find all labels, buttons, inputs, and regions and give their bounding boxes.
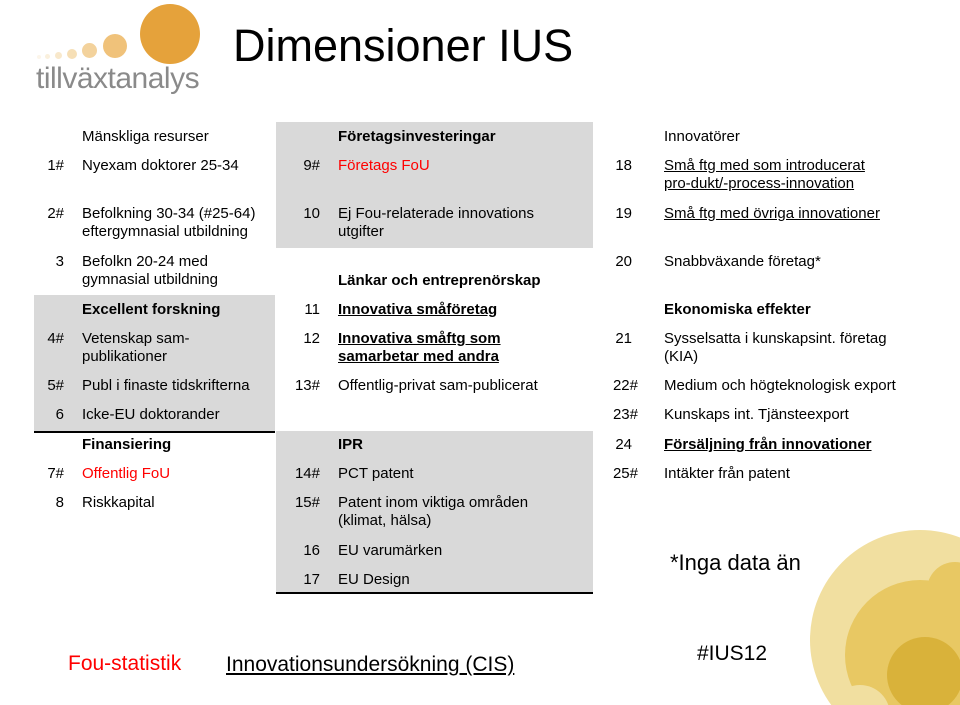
indicator-number: 22# bbox=[612, 377, 638, 394]
indicator-number: 1# bbox=[47, 157, 64, 174]
indicator-label: Försäljning från innovationer bbox=[664, 436, 872, 453]
indicator-number: 7# bbox=[47, 465, 64, 482]
indicator-number: 8 bbox=[55, 494, 64, 511]
divider-line bbox=[34, 431, 275, 433]
indicator-number: 23# bbox=[612, 406, 638, 423]
indicator-label: Företags FoU bbox=[338, 157, 430, 174]
divider-line bbox=[276, 592, 593, 594]
indicator-number: 21 bbox=[615, 330, 632, 347]
header-ipr: IPR bbox=[338, 436, 364, 453]
indicator-number: 18 bbox=[615, 157, 632, 174]
indicator-number: 9# bbox=[303, 157, 320, 174]
logo-text: tillväxtanalys bbox=[36, 62, 200, 95]
indicator-number: 14# bbox=[294, 465, 320, 482]
indicator-label: Innovativa småföretag bbox=[338, 301, 498, 318]
indicator-number: 17 bbox=[303, 571, 320, 588]
indicator-label: EU Design bbox=[338, 571, 410, 588]
decorative-circles bbox=[560, 480, 960, 705]
indicator-label: Snabbväxande företag* bbox=[664, 253, 821, 270]
footer-hashtag: #IUS12 bbox=[697, 642, 768, 665]
indicator-label: Kunskaps int. Tjänsteexport bbox=[664, 406, 849, 423]
indicator-label: Sysselsatta i kunskapsint. företag (KIA) bbox=[664, 330, 887, 365]
indicator-label: Medium och högteknologisk export bbox=[664, 377, 896, 394]
indicator-label: Små ftg med övriga innovationer bbox=[664, 205, 880, 222]
indicator-label: Ej Fou-relaterade innovations utgifter bbox=[338, 205, 534, 240]
header-ekonomiska-effekter: Ekonomiska effekter bbox=[664, 301, 811, 318]
indicator-label: Intäkter från patent bbox=[664, 465, 790, 482]
indicator-number: 13# bbox=[294, 377, 320, 394]
footer-cis: Innovationsundersökning (CIS) bbox=[226, 653, 515, 676]
indicator-label: Offentlig FoU bbox=[82, 465, 171, 482]
indicator-number: 6 bbox=[55, 406, 64, 423]
indicator-number: 19 bbox=[615, 205, 632, 222]
indicator-number: 20 bbox=[615, 253, 632, 270]
indicator-number: 16 bbox=[303, 542, 320, 559]
indicator-number: 10 bbox=[303, 205, 320, 222]
indicator-number: 12 bbox=[303, 330, 320, 347]
indicator-number: 2# bbox=[47, 205, 64, 222]
indicator-number: 5# bbox=[47, 377, 64, 394]
indicator-label: EU varumärken bbox=[338, 542, 443, 559]
indicator-label: Befolkning 30-34 (#25-64) eftergymnasial utbildning bbox=[82, 205, 256, 240]
indicator-label: Små ftg med som introducerat pro-dukt/-process-innovation bbox=[664, 157, 865, 192]
indicator-label: Patent inom viktiga områden (klimat, hälsa) bbox=[338, 494, 529, 529]
indicator-number: 11 bbox=[304, 301, 320, 318]
indicator-label: Offentlig-privat sam-publicerat bbox=[338, 377, 538, 394]
indicator-label: Befolkn 20-24 med gymnasial utbildning bbox=[82, 253, 218, 288]
indicator-label: Innovativa småftg som samarbetar med andra bbox=[338, 330, 501, 365]
indicator-label: Riskkapital bbox=[82, 494, 155, 511]
indicator-label: Publ i finaste tidskrifterna bbox=[82, 377, 250, 394]
footer-fou-statistik: Fou-statistik bbox=[68, 652, 182, 675]
header-lankar-entreprenorskap: Länkar och entreprenörskap bbox=[338, 272, 541, 289]
indicator-label: Icke-EU doktorander bbox=[82, 406, 220, 423]
header-foretagsinvesteringar: Företagsinvesteringar bbox=[338, 128, 496, 145]
indicator-number: 24 bbox=[615, 436, 632, 453]
header-manskliga-resurser: Mänskliga resurser bbox=[82, 128, 209, 145]
indicator-label: PCT patent bbox=[338, 465, 414, 482]
header-finansiering: Finansiering bbox=[82, 436, 172, 453]
note-no-data: *Inga data än bbox=[670, 550, 801, 575]
indicator-label: Vetenskap sam-publikationer bbox=[82, 330, 190, 365]
indicator-number: 4# bbox=[47, 330, 64, 347]
page-title: Dimensioner IUS bbox=[233, 20, 574, 71]
header-innovatorer: Innovatörer bbox=[664, 128, 740, 145]
header-excellent-forskning: Excellent forskning bbox=[82, 301, 221, 318]
indicator-number: 3 bbox=[55, 253, 64, 270]
indicator-number: 15# bbox=[294, 494, 320, 511]
indicator-number: 25# bbox=[612, 465, 638, 482]
indicator-label: Nyexam doktorer 25-34 bbox=[82, 157, 239, 174]
